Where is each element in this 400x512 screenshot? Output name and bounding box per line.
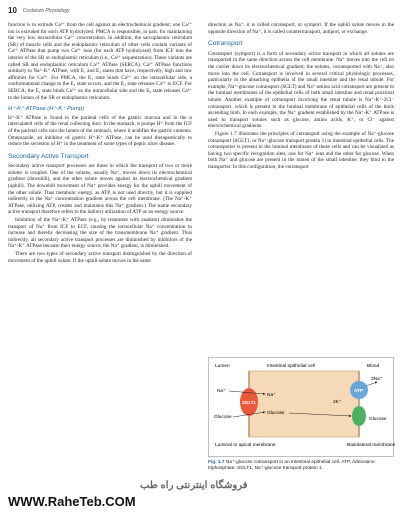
- na3-label: 3Na⁺: [371, 377, 383, 382]
- caption-abbreviations: ATP, Adenosine triphosphate; SGLT1, Na⁺-glucose transport protein 1.: [208, 460, 375, 471]
- book-title: Costanzo Physiology: [22, 7, 70, 14]
- k2-label: 2K⁺: [333, 400, 342, 405]
- page-number: 10: [8, 6, 17, 15]
- paragraph: H⁺-K⁺ ATPase is found in the parietal cells of the gastric mucosa and in the α intercalated cells of the renal collecting duct. In the stomach, it pumps H⁺ from the ICF of the parietal cells into the lumen of the stomach, where it acidifies the gastric contents. Omeprazole, an inhibitor of gastric H⁺-K⁺ ATPase, can be used therapeutically to reduce the secretion of H⁺ in the treatment of some types of peptic ulcer disease.: [8, 114, 192, 148]
- sglt1-label: SGLT1: [242, 400, 256, 405]
- na-out-arrow: [366, 382, 377, 386]
- watermark-persian: فروشگاه اینترنتی راه طب: [140, 480, 248, 491]
- basolateral-membrane-label: Basolateral membrane: [347, 443, 395, 448]
- figure-caption: [208, 460, 394, 472]
- paragraph: There are two types of secondary active transport distinguished by the direction of movement of the uphill solute. If the uphill solute moves in the same: [8, 251, 192, 264]
- left-column: [8, 22, 192, 265]
- glucose-transporter: [352, 406, 366, 426]
- epithelial-cell: [249, 371, 359, 437]
- luminal-membrane-label: Luminal or apical membrane: [215, 443, 276, 448]
- na-cell-label: Na⁺: [267, 393, 276, 398]
- glucose-lumen-label: Glucose: [214, 415, 232, 420]
- page-header: [8, 6, 70, 15]
- blood-label: Blood: [367, 364, 380, 369]
- glucose-blood-label: Glucose: [369, 417, 387, 422]
- atp-label: ATP: [354, 389, 364, 394]
- figure-diagram: [208, 357, 394, 457]
- caption-title: Na⁺-glucose cotransport in an intestinal epithelial cell.: [225, 460, 341, 465]
- right-column: [208, 22, 394, 171]
- section-heading: Cotransport: [208, 40, 243, 48]
- paragraph: direction as Na⁺, it is called cotransport, or symport. If the uphill solute moves in the opposite direction of Na⁺, it is called countertransport, antiport, or exchange.: [208, 22, 394, 35]
- paragraph: function is to extrude Ca²⁺ from the cell against an electrochemical gradient; one Ca²⁺ ion is extruded for each ATP hydrolyzed. PMCA is responsible, in part, for maintaining the very low intracellular Ca²⁺ concentration. In addition, the sarcoplasmic reticulum (SR) of muscle cells and the endoplasmic reticulum of other cells contain variants of Ca²⁺ ATPase that pump two Ca²⁺ ions (for each ATP hydrolyzed) from ICF into the interior of the SR or endoplasmic reticulum (i.e., Ca²⁺ sequestration). These variants are called SR and endoplasmic reticulum Ca²⁺ ATPase (SERCA). Ca²⁺ ATPase functions similarly to Na⁺-K⁺ ATPase, with E₁ and E₂ states that have, respectively, high and low affinities for Ca²⁺. For PMCA, the E₁ state binds Ca²⁺ on the intracellular side, a conformational change to the E₂ state occurs, and the E₂ state releases Ca²⁺ to ECF. For SERCA, the E₁ state binds Ca²⁺ on the intracellular side and the E₂ state releases Ca²⁺ to the lumen of the SR or endoplasmic reticulum.: [8, 22, 192, 101]
- glucose-cell-label: Glucose: [267, 411, 285, 416]
- section-heading: Secondary Active Transport: [8, 152, 89, 160]
- watermark-url: WWW.RaheTeb.COM: [8, 494, 136, 509]
- paragraph: Inhibition of the Na⁺-K⁺ ATPase (e.g., by treatment with ouabain) diminishes the transport of Na⁺ from ICF to ECF, causing the intracellular Na⁺ concentration to increase and thereby decreasing the size of the transmembrane Na⁺ gradient. Thus indirectly, all secondary active transport processes are diminished by inhibitors of the Na⁺-K⁺ ATPase because their energy source, the Na⁺ gradient, is diminished.: [8, 217, 192, 250]
- subsection-heading: H⁺-K⁺ ATPase (H⁺-K⁺ Pump): [8, 106, 85, 113]
- paragraph: Cotransport (symport) is a form of secondary active transport in which all solutes are transported in the same direction across the cell membrane. Na⁺ moves into the cell on the carrier down its electrochemical gradient; the solutes, cotransported with Na⁺, also move into the cell. Cotransport is involved in several critical physiologic processes, particularly in the absorbing epithelia of the small intestine and the renal tubule. For example, Na⁺-glucose cotransport (SGLT) and Na⁺-amino acid cotransport are present in the luminal membranes of the epithelial cells of both small intestine and renal proximal tubule. Another example of cotransport involving the renal tubule is Na⁺-K⁺-2Cl⁻ cotransport, which is present in the luminal membrane of epithelial cells of the thick ascending limb. In each example, the Na⁺ gradient established by the Na⁺-K⁺ ATPase is used to transport solutes such as glucose, amino acids, K⁺, or Cl⁻ against electrochemical gradients.: [208, 50, 394, 130]
- na-lumen-label: Na⁺: [217, 389, 226, 394]
- paragraph: Figure 1.7 illustrates the principles of cotransport using the example of Na⁺-glucose cotransport (SGLT1, or Na⁺-glucose transport protein 1) in intestinal epithelial cells. The cotransporter is present in the luminal membrane of these cells and can be visualized as having two specific recognition sites, one for Na⁺ ions and the other for glucose. When both Na⁺ and glucose are present in the lumen of the small intestine, they bind to the transporter. In this configuration, the cotransport: [208, 130, 394, 170]
- lumen-label: Lumen: [215, 364, 230, 369]
- caption-label: Fig. 1.7: [208, 460, 225, 465]
- paragraph: Secondary active transport processes are those in which the transport of two or more solutes is coupled. One of the solutes, usually Na⁺, moves down its electrochemical gradient (downhill), and the other solute moves against its electrochemical gradient (uphill). The downhill movement of Na⁺ provides energy for the uphill movement of the other solute. Thus metabolic energy, as ATP, is not used directly, but it is supplied indirectly in the Na⁺ concentration gradient across the cell membrane. (The Na⁺-K⁺ ATPase, utilizing ATP, creates and maintains this Na⁺ gradient.) The name secondary active transport therefore refers to the indirect utilization of ATP as an energy source.: [8, 163, 192, 216]
- cell-label: Intestinal epithelial cell: [267, 364, 315, 369]
